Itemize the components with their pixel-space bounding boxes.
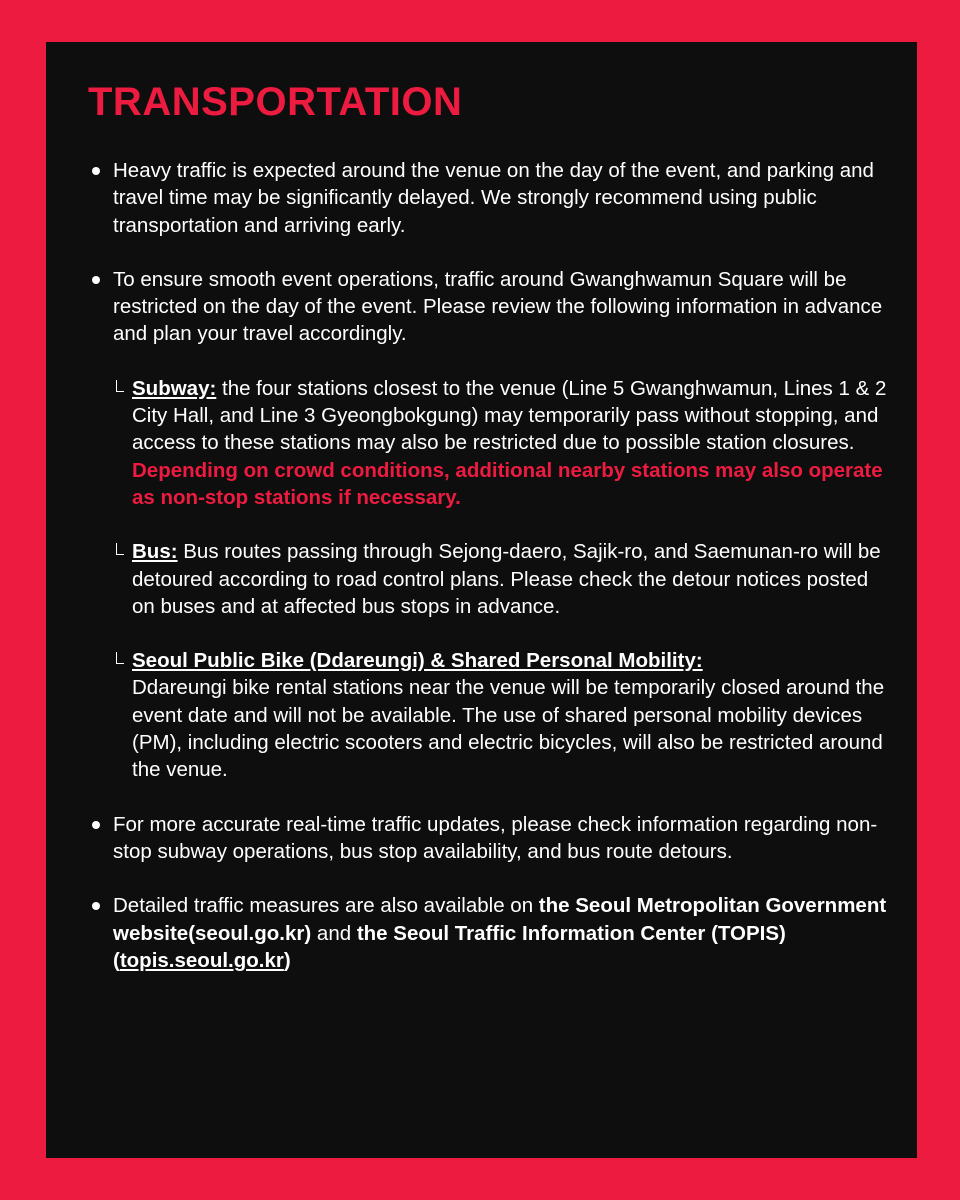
subway-warning: Depending on crowd conditions, additional nearby stations may also operate as non-stop stations if necessary. [132,458,883,509]
corner-arrow-icon [116,543,124,555]
bullet-detailed-measures [92,892,892,974]
bullet-text: Heavy traffic is expected around the venue on the day of the event, and parking and travel time may be significantly delayed. We strongly recommend using public transportation and arriving early. [113,159,874,237]
bus-text: Bus routes passing through Sejong-daero, Sajik-ro, and Saemunan-ro will be detoured according to road control plans. Please check the detour notices posted on buses and at affected bus stops in advance. [132,540,881,618]
bullet-text: For more accurate real-time traffic updates, please check information regarding non-stop subway operations, bus stop availability, and bus route detours. [113,812,878,863]
subway-notice [92,375,892,511]
bullet-traffic-restriction [92,266,892,348]
topis-paren-close: ) [283,948,291,972]
bullet-dot-icon [92,902,100,910]
corner-arrow-icon [116,652,124,664]
bullet-dot-icon [92,276,100,284]
bullet-traffic-expected [92,157,892,239]
bullet-text: and [311,921,357,945]
notice-panel [46,42,917,1158]
seoul-website-link[interactable]: the Seoul Metropolitan Government website(seoul.go.kr) [113,894,887,945]
topis-paren-open: ( [113,948,120,972]
bus-notice [92,538,892,620]
bike-text: Ddareungi bike rental stations near the venue will be temporarily closed around the event date and will not be available. The use of shared personal mobility devices (PM), including electric scooters and electric bicycles, will also be restricted around the venue. [132,676,885,782]
bike-label: Seoul Public Bike (Ddareungi) & Shared Personal Mobility: [132,649,703,673]
bike-notice [92,647,892,783]
bullet-dot-icon [92,821,100,829]
bullet-realtime-updates [92,811,892,866]
corner-arrow-icon [116,380,124,392]
bullet-text: To ensure smooth event operations, traffic around Gwanghwamun Square will be restricted on the day of the event. Please review the following information in advance and plan your travel accordingly. [113,267,883,346]
subway-text: the four stations closest to the venue (Line 5 Gwanghwamun, Lines 1 & 2 City Hall, and Line 3 Gyeongbokgung) may temporarily pass without stopping, and access to these stations may also be restricted due to possible station closures. [132,376,887,455]
topis-name: the Seoul Traffic Information Center (TOPIS) [356,921,786,945]
bullet-text: Detailed traffic measures are also available on [113,894,539,918]
bus-label: Bus: [132,540,178,564]
subway-label: Subway: [132,376,217,400]
page-title: TRANSPORTATION [88,80,463,124]
notice-content [92,157,892,974]
bullet-dot-icon [92,167,100,175]
topis-link[interactable]: topis.seoul.go.kr [119,948,284,972]
